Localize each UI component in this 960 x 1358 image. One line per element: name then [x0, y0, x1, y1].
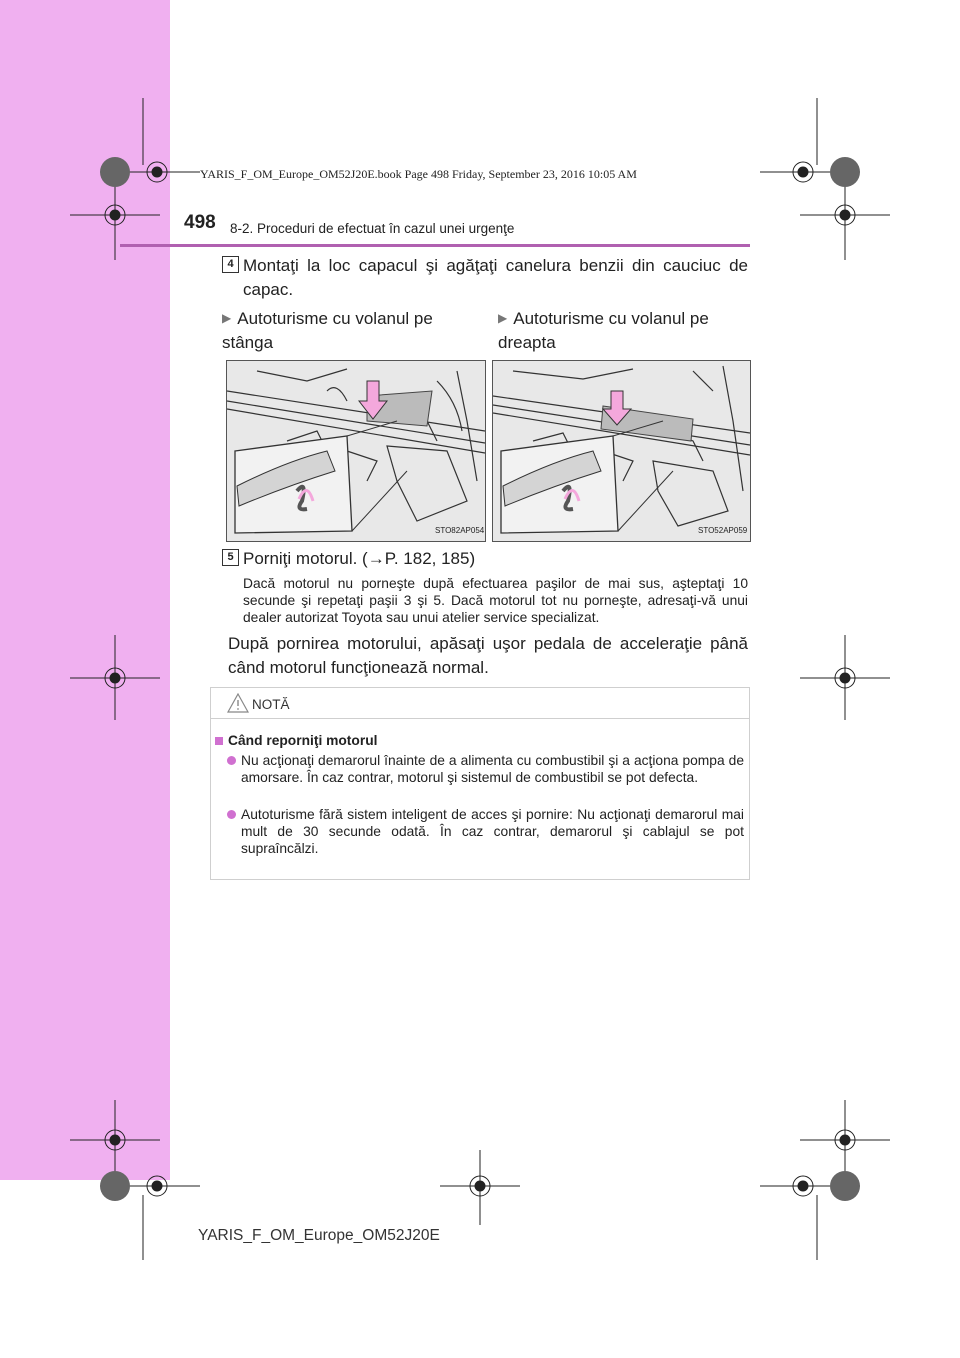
- notice-item-1: Nu acţionaţi demarorul înainte de a alimenta cu combustibil şi a acţiona pompa de amorsare. În caz contrar, motorul şi sistemul de combustibil se pot defecta.: [241, 753, 744, 785]
- step-5-marker: 5: [222, 549, 239, 566]
- right-hand-drive-option: [498, 306, 718, 355]
- file-info: YARIS_F_OM_Europe_OM52J20E.book Page 498 Friday, September 23, 2016 10:05 AM: [200, 167, 637, 181]
- step-4-marker: 4: [222, 256, 239, 273]
- bullet-dot-icon: [227, 810, 236, 819]
- left-image-code: STO82AP054: [435, 526, 485, 535]
- left-option-label: Autoturisme cu volanul pe stânga: [222, 309, 433, 352]
- notice-box: [210, 687, 750, 880]
- square-bullet-icon: [215, 737, 223, 745]
- notice-title: NOTĂ: [252, 697, 290, 712]
- notice-heading: [215, 733, 377, 748]
- bullet-dot-icon: [227, 756, 236, 765]
- left-hand-drive-option: [222, 306, 442, 355]
- right-image-code: STO52AP059: [698, 526, 748, 535]
- right-hand-drive-illustration: [492, 360, 751, 542]
- step-4-text: Montaţi la loc capacul şi agăţaţi canelura benzii din cauciuc de capac.: [243, 256, 748, 299]
- left-hand-drive-illustration: [226, 360, 486, 542]
- right-arrow-icon: ▶: [498, 311, 508, 325]
- step-5-text: Porniţi motorul. (→P. 182, 185): [243, 549, 476, 568]
- footer-doc-id: YARIS_F_OM_Europe_OM52J20E: [198, 1227, 440, 1244]
- header-rule: [120, 244, 750, 247]
- notice-heading-text: Când reporniţi motorul: [228, 733, 378, 748]
- page-number: 498: [184, 212, 216, 233]
- section-title: 8-2. Proceduri de efectuat în cazul unei urgenţe: [230, 221, 515, 236]
- right-option-label: Autoturisme cu volanul pe dreapta: [498, 309, 709, 352]
- after-start-text: După pornirea motorului, apăsaţi uşor pedala de acceleraţie până când motorul funcţionează normal.: [228, 634, 748, 677]
- notice-item-2: Autoturisme fără sistem inteligent de acces şi pornire: Nu acţionaţi demarorul mai mult de 30 secunde odată. În caz contrar, demarorul şi cablajul se pot supraîncălzi.: [241, 807, 744, 856]
- notice-header: [211, 688, 749, 719]
- right-arrow-icon: ▶: [222, 311, 232, 325]
- warning-triangle-icon: [227, 693, 249, 713]
- step-5-note: Dacă motorul nu porneşte după efectuarea paşilor de mai sus, aşteptaţi 10 secunde şi repetaţi paşii 3 şi 5. Dacă motorul tot nu porneşte, adresaţi-vă unui dealer autorizat Toyota sau unui atelier service specializat.: [243, 576, 748, 625]
